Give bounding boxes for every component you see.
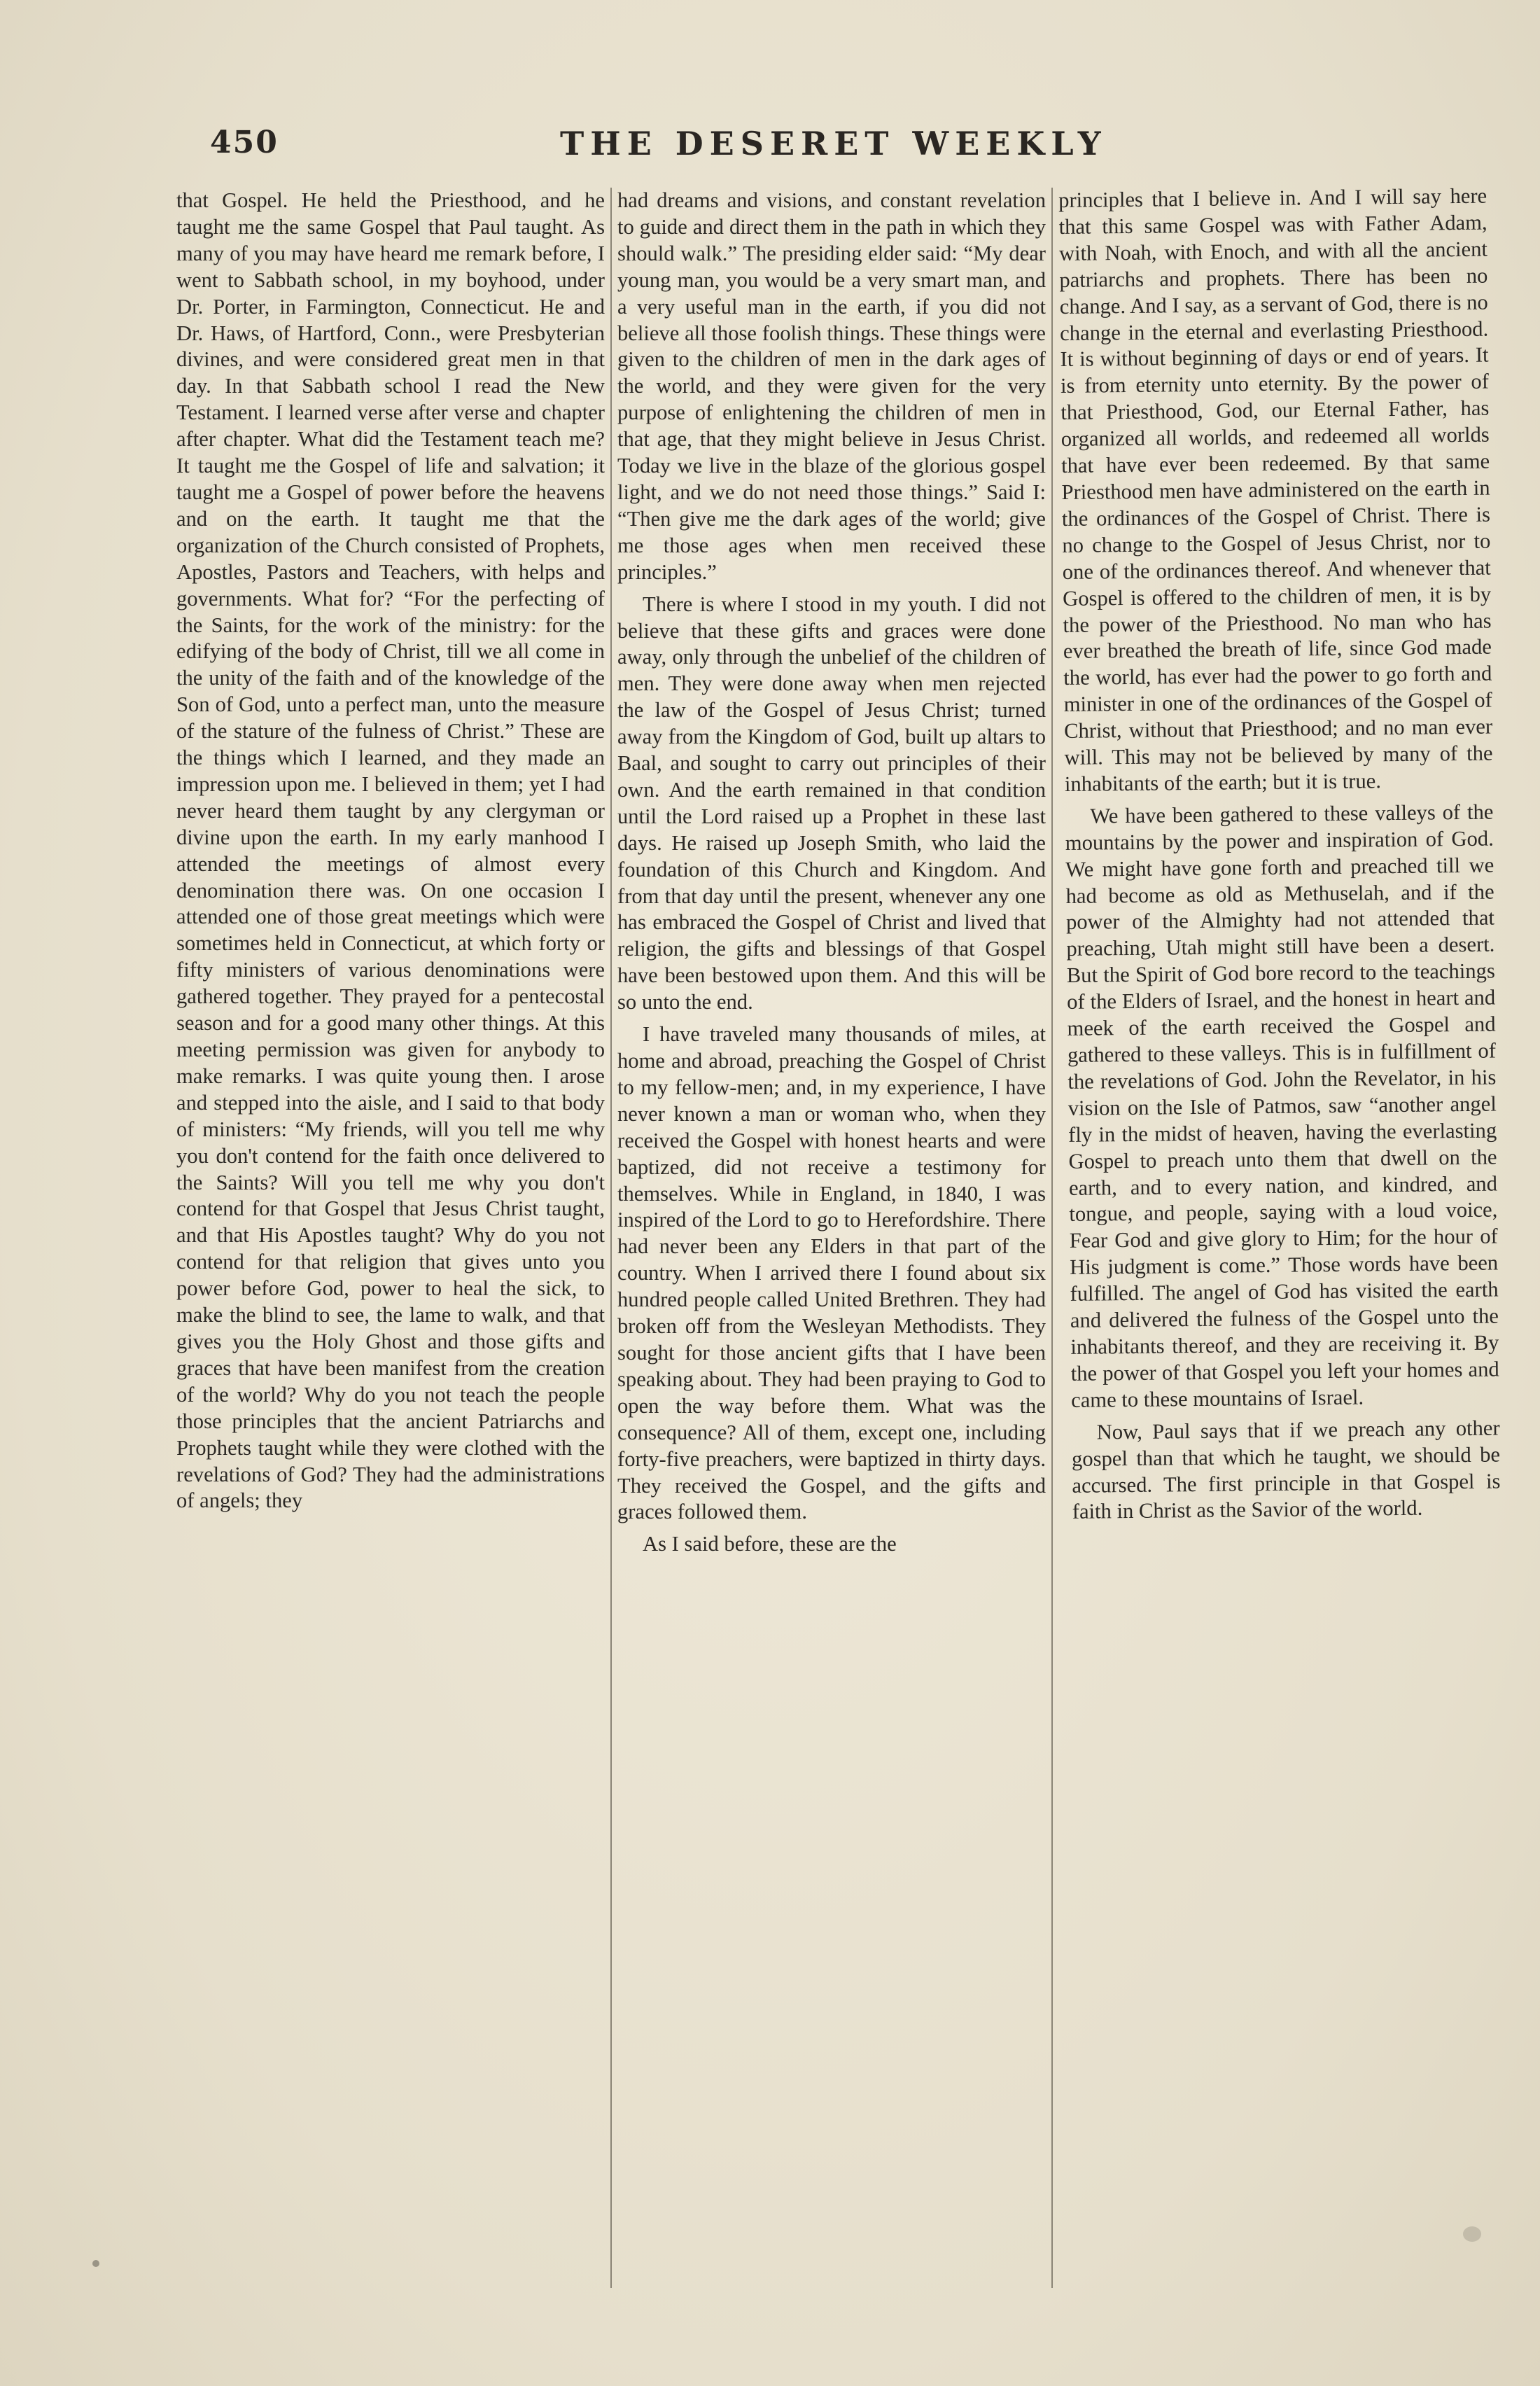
paragraph: There is where I stood in my youth. I did not believe that these gifts and graces were done away, only through the unbelief of the children of men. They were done away when men rejected the law of the Gospel of Jesus Christ; turned away from the Kingdom of God, built up altars to Baal, and sought to carry out principles of their own. And the earth remained in that condition until the Lord raised up a Prophet in these last days. He raised up Joseph Smith, who laid the foundation of this Church and Kingdom. And from that day until the present, whenever any one has embraced the Gospel of Christ and lived that religion, the gifts and blessings of that Gospel have been bestowed upon them. And this will be so unto the end. (617, 592, 1046, 1014)
column-rule (1051, 188, 1053, 2288)
text-column-2 (617, 188, 1046, 2284)
paragraph: Now, Paul says that if we preach any other gospel than that which he taught, we should be accursed. The first principle in that Gospel is faith in Christ as the Savior of the world. (1071, 1416, 1501, 1524)
page-header (210, 125, 1491, 188)
paragraph: had dreams and visions, and constant revelation to guide and direct them in the path in which they should walk.” The presiding elder said: “My dear young man, you would be a very smart man, and a very useful man in the earth, if you did not believe all those foolish things. These things were given to the children of men in the dark ages of the world, and they were given for the very purpose of enlightening the children of men in that age, that they might believe in Jesus Christ. Today we live in the blaze of the glorious gospel light, and we do not need those things.” Said I: “Then give me the dark ages of the world; give me those ages when men received these principles.” (617, 188, 1046, 584)
text-column-3 (1058, 183, 1508, 2284)
page-number: 450 (210, 125, 279, 160)
paragraph: As I said before, these are the (643, 1532, 897, 1556)
paragraph: I have traveled many thousands of miles, at home and abroad, preaching the Gospel of Christ to my fellow-men; and, in my experience, I have never known a man or woman who, when they received the Gospel with honest hearts and were baptized, did not receive a testimony for themselves. While in England, in 1840, I was inspired of the Lord to go to Herefordshire. There had never been any Elders in that part of the country. When I arrived there I found about six hundred people called United Brethren. They had broken off from the Wesleyan Methodists. They sought for those ancient gifts that I have been speaking about. They had been praying to God to open the way before them. What was the consequence? All of them, except one, including forty-five preachers, were baptized in thirty days. They received the Gospel, and the gifts and graces followed them. (617, 1022, 1046, 1524)
paragraph: that Gospel. He held the Priesthood, and he taught me the same Gospel that Paul taught. As many of you may have heard me remark before, I went to Sabbath school, in my boyhood, under Dr. Porter, in Farmington, Connecticut. He and Dr. Haws, of Hartford, Conn., were Presbyterian divines, and were considered great men in that day. In that Sabbath school I read the New Testament. I learned verse after verse and chapter after chapter. What did the Testament teach me? It taught me the Gospel of life and salvation; it taught me a Gospel of power before the heavens and on the earth. It taught me that the organization of the Church consisted of Prophets, Apostles, Pastors and Teachers, with helps and governments. What for? “For the perfecting of the Saints, for the work of the ministry: for the edifying of the body of Christ, till we all come in the unity of the faith and of the knowledge of the Son of God, unto a perfect man, unto the measure of the stature of the fulness of Christ.” These are the things which I learned, and they made an impression upon me. I believed in them; yet I had never heard them taught by any clergyman or divine upon the earth. In my early manhood I attended the meetings of almost every denomination there was. On one occasion I attended one of those great meetings which were sometimes held in Connecticut, at which forty or fifty ministers of various denominations were gathered together. They prayed for a pentecostal season and for a good many other things. At this meeting permission was given for anybody to make remarks. I was quite young then. I arose and stepped into the aisle, and I said to that body of ministers: “My friends, will you tell me why you don't contend for the faith once delivered to the Saints? Will you tell me why you don't contend for that Gospel that Jesus Christ taught, and that His Apostles taught? Why do you not contend for that religion that gives unto you power before God, power to heal the sick, to make the blind to see, the lame to walk, and that gives you the Holy Ghost and those gifts and graces that have been manifest from the creation of the world? Why do you not teach the people those principles that the ancient Patriarchs and Prophets taught while they were clothed with the revelations of God? They had the administrations of angels; they (176, 188, 605, 1513)
text-column-1 (176, 188, 605, 2284)
masthead-title: THE DESERET WEEKLY (560, 125, 1107, 162)
paper-speck (92, 2260, 99, 2267)
paper-speck (1463, 2226, 1481, 2242)
paragraph: principles that I believe in. And I will say here that this same Gospel was with Father Adam, with Noah, with Enoch, and with all the ancient patriarchs and prophets. There has been no change. And I say, as a servant of God, there is no change in the eternal and everlasting Priesthood. It is without beginning of days or end of years. It is from eternity unto eternity. By the power of that Priesthood, God, our Eternal Father, has organized all worlds, and redeemed all worlds that have ever been redeemed. By that same Priesthood men have administered on the earth in the ordinances of the Gospel of Christ. There is no change to the Gospel of Jesus Christ, nor to one of the ordinances thereof. And whenever that Gospel is offered to the children of men, it is by the power of the Priesthood. No man who has ever breathed the breath of life, since God made the world, has ever had the power to go forth and minister in one of the ordinances of the Gospel of Christ, without that Priesthood; and no man ever will. This may not be believed by many of the inhabitants of the earth; but it is true. (1058, 183, 1493, 796)
paragraph: We have been gathered to these valleys of the mountains by the power and inspiration of God. We might have gone forth and preached till we had become as old as Methuselah, and if the power of the Almighty had not attended that preaching, Utah might still have been a desert. But the Spirit of God bore record to the teachings of the Elders of Israel, and the honest in heart and meek of the earth received the Gospel and gathered to these valleys. This is in fulfillment of the revelations of God. John the Revelator, in his vision on the Isle of Patmos, saw “another angel fly in the midst of heaven, having the everlasting Gospel to preach unto them that dwell on the earth, and to every nation, and kindred, and tongue, and people, saying with a loud voice, Fear God and give glory to Him; for the hour of His judgment is come.” Those words have been fulfilled. The angel of God has visited the earth and delivered the fulness of the Gospel unto the inhabitants thereof, and they are receiving it. By the power of that Gospel you left your homes and came to these mountains of Israel. (1065, 800, 1499, 1412)
column-rule (610, 188, 612, 2288)
